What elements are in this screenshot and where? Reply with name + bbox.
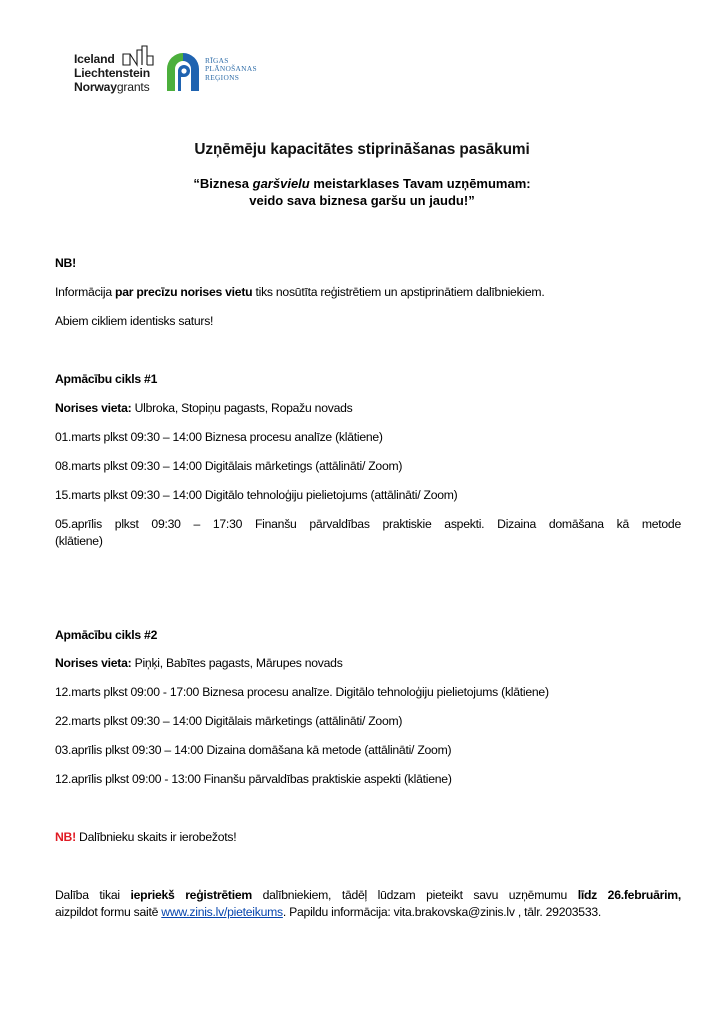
limit-text: Dalībnieku skaits ir ierobežots! bbox=[75, 830, 237, 844]
rpr-line-2: PLĀNOŠANAS bbox=[205, 64, 257, 74]
cycle-2-session: 12.aprīlis plkst 09:00 - 13:00 Finanšu pārvaldības praktiskie aspekti (klātiene) bbox=[55, 772, 452, 786]
rpr-wordmark bbox=[205, 57, 257, 82]
cycle-2-location bbox=[55, 655, 343, 671]
reg-text-3: aizpildot formu saitē bbox=[55, 905, 162, 919]
reg-contact: . Papildu informācija: vita.brakovska@zinis.lv , tālr. 29203533. bbox=[282, 905, 602, 919]
eea-line-liechtenstein: Liechtenstein bbox=[74, 66, 150, 80]
cycle-1-session: 01.marts plkst 09:30 – 14:00 Biznesa procesu analīze (klātiene) bbox=[55, 430, 383, 444]
cycle-1-session: 15.marts plkst 09:30 – 14:00 Digitālo tehnoloģiju pielietojums (attālināti/ Zoom) bbox=[55, 488, 458, 502]
notice-info bbox=[55, 284, 544, 300]
notice-heading: NB! bbox=[55, 256, 76, 270]
registration-line-1 bbox=[55, 887, 681, 903]
info-text-1: Informācija bbox=[55, 285, 115, 299]
reg-text-1: Dalība tikai bbox=[55, 888, 131, 902]
location-value: Ulbroka, Stopiņu pagasts, Ropažu novads bbox=[131, 401, 353, 415]
location-label: Norises vieta: bbox=[55, 656, 132, 670]
location-label: Norises vieta: bbox=[55, 401, 132, 415]
eea-line-iceland: Iceland bbox=[74, 52, 115, 66]
cycle-2-session: 22.marts plkst 09:30 – 14:00 Digitālais mārketings (attālināti/ Zoom) bbox=[55, 714, 403, 728]
info-bold: par precīzu norises vietu bbox=[115, 285, 253, 299]
cycle-1-heading: Apmācību cikls #1 bbox=[55, 372, 158, 386]
info-text-2: tiks nosūtīta reģistrētiem un apstiprinātiem dalībniekiem. bbox=[252, 285, 545, 299]
location-value: Piņķi, Babītes pagasts, Mārupes novads bbox=[131, 656, 343, 670]
reg-deadline: līdz 26.februārim, bbox=[577, 888, 681, 902]
reg-text-2: dalībniekiem, tādēļ lūdzam pieteikt savu uzņēmumu bbox=[251, 888, 578, 902]
reg-bold-1: iepriekš reģistrētiem bbox=[130, 888, 252, 902]
rpr-logo bbox=[164, 49, 284, 93]
cycle-2-session: 12.marts plkst 09:00 - 17:00 Biznesa procesu analīze. Digitālo tehnoloģiju pielietojums (klātiene) bbox=[55, 685, 549, 699]
subtitle-line-1 bbox=[0, 175, 724, 192]
rpr-line-1: RĪGAS bbox=[205, 56, 229, 65]
cycle-1-session-continued: (klātiene) bbox=[55, 534, 103, 548]
limit-notice bbox=[55, 829, 236, 845]
subtitle-part-1: “Biznesa bbox=[193, 176, 253, 191]
subtitle-italic: garšvielu bbox=[252, 176, 310, 191]
cycle-1-session: 05.aprīlis plkst 09:30 – 17:30 Finanšu pārvaldības praktiskie aspekti. Dizaina domāšana kā metode bbox=[55, 517, 681, 531]
cycle-2-heading: Apmācību cikls #2 bbox=[55, 628, 158, 642]
cycle-1-session: 08.marts plkst 09:30 – 14:00 Digitālais mārketings (attālināti/ Zoom) bbox=[55, 459, 403, 473]
cycle-1-location bbox=[55, 400, 352, 416]
page-subtitle bbox=[0, 175, 724, 209]
eea-norway: Norway bbox=[74, 80, 117, 94]
eea-flags-icon bbox=[120, 44, 160, 68]
rpr-emblem-icon bbox=[164, 49, 202, 93]
rpr-line-3: REĢIONS bbox=[205, 72, 240, 82]
cycle-2-session: 03.aprīlis plkst 09:30 – 14:00 Dizaina domāšana kā metode (attālināti/ Zoom) bbox=[55, 743, 452, 757]
registration-line-2 bbox=[55, 904, 601, 920]
notice-identical: Abiem cikliem identisks saturs! bbox=[55, 314, 214, 328]
limit-nb: NB! bbox=[55, 830, 76, 844]
page-title: Uzņēmēju kapacitātes stiprināšanas pasākumi bbox=[194, 141, 530, 158]
subtitle-part-2: meistarklases Tavam uzņēmumam: bbox=[309, 176, 531, 191]
eea-line-norway bbox=[74, 80, 150, 94]
eea-grants-logo bbox=[74, 44, 164, 94]
registration-form-link[interactable]: www.zinis.lv/pieteikums bbox=[161, 905, 283, 919]
subtitle-line-2: veido sava biznesa garšu un jaudu!” bbox=[249, 193, 475, 208]
eea-grants: grants bbox=[116, 80, 150, 94]
